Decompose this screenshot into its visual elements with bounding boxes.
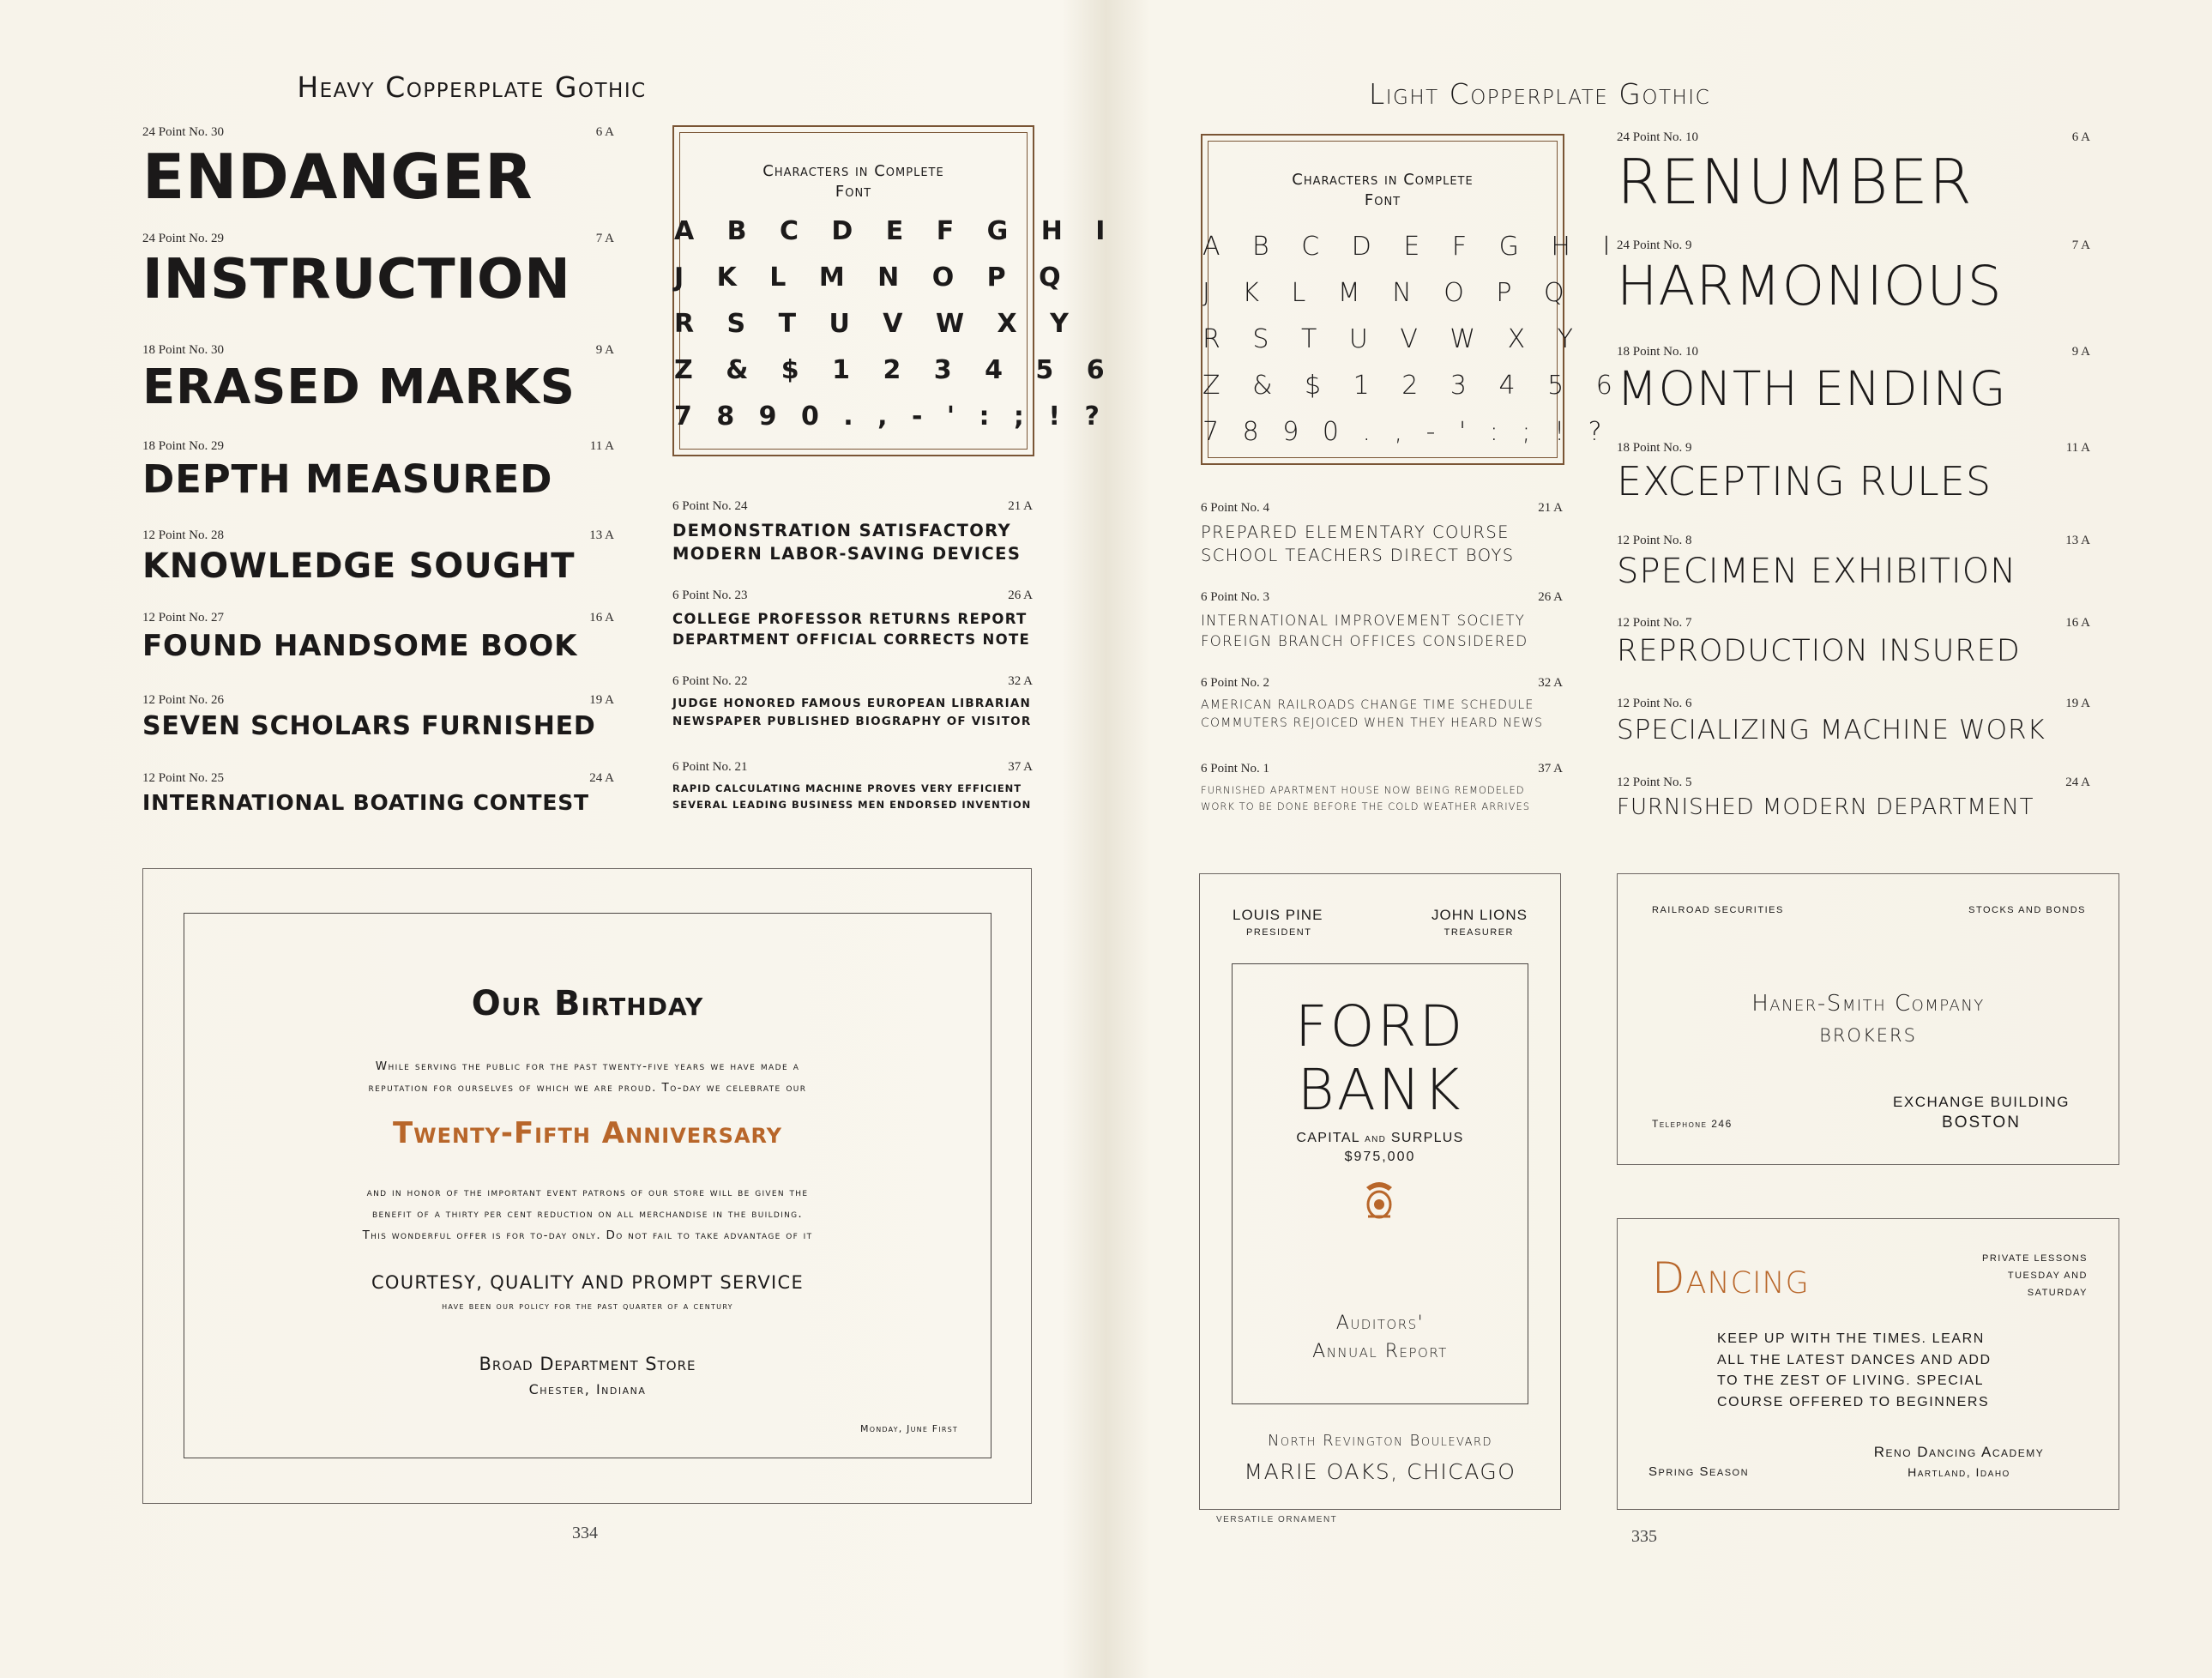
birthday-intro [184, 1056, 991, 1099]
small-specimen-entry [1201, 499, 1563, 567]
point-size-label: 6 Point No. 2 [1201, 676, 1270, 690]
right-page-title: Light Copperplate Gothic [1368, 77, 1711, 111]
president-name: LOUIS PINE [1233, 907, 1323, 923]
font-quantity-label: 9 A [595, 343, 614, 357]
specimen-meta [672, 587, 1033, 609]
font-quantity-label: 13 A [2065, 534, 2090, 547]
specimen-entry [1617, 439, 2090, 504]
bank-name-line: FORD [1294, 993, 1466, 1059]
specimen-meta [1617, 237, 2090, 259]
char-row: A B C D E F G H I [674, 216, 1118, 246]
specimen-entry [1617, 237, 2090, 317]
font-quantity-label: 16 A [2065, 616, 2090, 630]
capital-amount: $975,000 [1344, 1150, 1416, 1164]
point-size-label: 24 Point No. 29 [142, 232, 225, 245]
specimen-entry [1617, 614, 2090, 667]
char-row: J K L M N O P Q [1202, 278, 1576, 308]
ornament-footnote: VERSATILE ORNAMENT [1216, 1515, 1338, 1524]
bank-street: North Revington Boulevard [1267, 1432, 1493, 1450]
caption-line: Font [835, 183, 872, 202]
specimen-meta [142, 438, 614, 460]
small-specimen-entry [672, 673, 1033, 731]
body-line: benefit of a thirty per cent reduction on all merchandise in the building. [371, 1207, 804, 1221]
academy-location: Hartland, Idaho [1908, 1465, 2010, 1479]
specimen-meta [1617, 614, 2090, 637]
font-quantity-label: 7 A [595, 232, 614, 245]
point-size-label: 6 Point No. 22 [672, 674, 748, 688]
font-quantity-label: 11 A [589, 439, 614, 453]
anniversary-heading: Twenty-Fifth Anniversary [392, 1116, 783, 1150]
font-quantity-label: 16 A [589, 611, 614, 625]
small-specimen-entry [1201, 589, 1563, 651]
char-box-caption [674, 161, 1033, 203]
point-size-label: 6 Point No. 4 [1201, 501, 1270, 515]
small-specimen-line: COLLEGE PROFESSOR RETURNS REPORT [672, 611, 1028, 627]
char-row: 7 8 9 0 . , - ' : ; ! ? [1202, 417, 1610, 447]
lessons-line: TUESDAY AND [2007, 1271, 2088, 1281]
specimen-entry [142, 691, 614, 739]
point-size-label: 18 Point No. 10 [1617, 345, 1699, 359]
point-size-label: 18 Point No. 29 [142, 439, 225, 453]
font-quantity-label: 7 A [2071, 238, 2090, 252]
specimen-text: FOUND HANDSOME BOOK [142, 629, 578, 663]
font-quantity-label: 26 A [1008, 589, 1033, 602]
specimen-text: SEVEN SCHOLARS FURNISHED [142, 711, 596, 741]
specimen-meta [142, 691, 614, 714]
specimen-meta [142, 341, 614, 364]
font-quantity-label: 24 A [589, 771, 614, 785]
report-line: Auditors' [1335, 1313, 1425, 1334]
ornament-icon [1359, 1179, 1399, 1222]
caption-line: Font [1364, 191, 1401, 210]
point-size-label: 18 Point No. 9 [1617, 441, 1692, 455]
birthday-card [184, 913, 991, 1458]
specimen-entry [1617, 343, 2090, 416]
font-quantity-label: 37 A [1538, 762, 1563, 776]
intro-line: While serving the public for the past twenty-five years we have made a [375, 1059, 800, 1073]
specimen-entry [142, 124, 614, 213]
birthday-heading: Our Birthday [471, 984, 704, 1023]
specimen-text: ERASED MARKS [142, 359, 576, 415]
point-size-label: 6 Point No. 1 [1201, 762, 1270, 776]
specimen-entry [142, 770, 614, 813]
specimen-entry [1617, 695, 2090, 744]
font-quantity-label: 37 A [1008, 760, 1033, 774]
specimen-text: KNOWLEDGE SOUGHT [142, 546, 576, 586]
small-specimen-entry [672, 587, 1033, 649]
right-character-box [1201, 134, 1624, 465]
specimen-entry [1617, 774, 2090, 818]
specimen-meta [1201, 760, 1563, 782]
small-specimen-entry [672, 758, 1033, 812]
intro-line: reputation for ourselves of which we are proud. To-day we celebrate our [368, 1081, 807, 1095]
lessons-line: PRIVATE LESSONS [1982, 1253, 2088, 1264]
char-row: R S T U V W X Y [1202, 324, 1585, 354]
left-page-title: Heavy Copperplate Gothic [297, 70, 647, 104]
card-left-top: RAILROAD SECURITIES [1652, 905, 1784, 915]
specimen-text: INSTRUCTION [142, 248, 571, 311]
small-specimen-line: DEMONSTRATION SATISFACTORY [672, 521, 1012, 540]
specimen-text: INTERNATIONAL BOATING CONTEST [142, 790, 589, 815]
specimen-entry [142, 230, 614, 311]
small-specimen-line: DEPARTMENT OFFICIAL CORRECTS NOTE [672, 631, 1031, 648]
small-specimen-line: FURNISHED APARTMENT HOUSE NOW BEING REMODELED [1201, 784, 1525, 796]
capital-word: CAPITAL [1296, 1131, 1360, 1145]
specimen-text: SPECIALIZING MACHINE WORK [1617, 715, 2046, 745]
point-size-label: 18 Point No. 30 [142, 343, 225, 357]
point-size-label: 6 Point No. 3 [1201, 590, 1270, 604]
haner-smith-card [1617, 873, 2119, 1165]
specimen-text: HARMONIOUS [1617, 255, 2003, 317]
caption-line: Characters in Complete [1292, 171, 1474, 189]
small-specimen-line: SEVERAL LEADING BUSINESS MEN ENDORSED INVENTION [672, 798, 1032, 811]
point-size-label: 12 Point No. 25 [142, 771, 225, 785]
treasurer-name: JOHN LIONS [1431, 907, 1528, 923]
body-line: This wonderful offer is for to-day only. Do not fail to take advantage of it [362, 1228, 813, 1242]
ford-bank-inner-frame [1232, 963, 1528, 1404]
body-line: and in honor of the important event patrons of our store will be given the [366, 1186, 809, 1199]
page-number-right: 335 [1631, 1527, 1657, 1546]
spring-season: Spring Season [1648, 1464, 1750, 1479]
font-quantity-label: 21 A [1538, 501, 1563, 515]
char-row: J K L M N O P Q [674, 263, 1073, 293]
report-title [1233, 1309, 1528, 1366]
small-specimen-line: INTERNATIONAL IMPROVEMENT SOCIETY [1201, 613, 1526, 629]
char-row: Z & $ 1 2 3 4 5 6 [674, 355, 1117, 385]
specimen-meta [1617, 532, 2090, 554]
birthday-slogan: COURTESY, QUALITY AND PROMPT SERVICE [371, 1272, 805, 1293]
small-specimen-line: AMERICAN RAILROADS CHANGE TIME SCHEDULE [1201, 698, 1534, 712]
font-quantity-label: 13 A [589, 528, 614, 542]
specimen-text: EXCEPTING RULES [1617, 458, 1992, 504]
capital-and: AND [1365, 1135, 1387, 1144]
point-size-label: 12 Point No. 8 [1617, 534, 1692, 547]
specimen-entry [142, 609, 614, 661]
font-quantity-label: 6 A [595, 125, 614, 139]
bank-city: MARIE OAKS, CHICAGO [1244, 1459, 1516, 1484]
specimen-meta [1201, 589, 1563, 611]
company-name: Haner-Smith Company [1751, 991, 1985, 1017]
private-lessons [1982, 1250, 2088, 1301]
specimen-meta [142, 124, 614, 146]
point-size-label: 6 Point No. 23 [672, 589, 748, 602]
specimen-meta [1617, 343, 2090, 365]
specimen-meta [1201, 499, 1563, 522]
specimen-entry [142, 438, 614, 502]
specimen-text: SPECIMEN EXHIBITION [1617, 552, 2017, 591]
font-quantity-label: 11 A [2065, 441, 2090, 455]
char-row: Z & $ 1 2 3 4 5 6 [1202, 371, 1624, 401]
specimen-entry [1617, 129, 2090, 218]
specimen-text: RENUMBER [1617, 146, 1973, 218]
birthday-slogan-sub: have been our policy for the past quarter of a century [442, 1300, 733, 1312]
specimen-text: MONTH ENDING [1617, 361, 2007, 416]
font-quantity-label: 32 A [1008, 674, 1033, 688]
point-size-label: 12 Point No. 5 [1617, 776, 1692, 789]
birthday-body [184, 1182, 991, 1246]
bank-name [1233, 995, 1528, 1122]
small-specimen-line: JUDGE HONORED FAMOUS EUROPEAN LIBRARIAN [672, 697, 1032, 710]
specimen-meta [672, 498, 1033, 520]
specimen-meta [142, 770, 614, 792]
dancing-line: COURSE OFFERED TO BEGINNERS [1717, 1394, 1990, 1409]
specimen-meta [1617, 774, 2090, 796]
point-size-label: 12 Point No. 7 [1617, 616, 1692, 630]
card-right-top: STOCKS AND BONDS [1968, 905, 2086, 915]
small-specimen-line: MODERN LABOR-SAVING DEVICES [672, 543, 1022, 564]
academy-name: Reno Dancing Academy [1873, 1444, 2045, 1460]
dancing-line: ALL THE LATEST DANCES AND ADD [1717, 1352, 1992, 1367]
specimen-meta [142, 609, 614, 631]
dancing-line: TO THE ZEST OF LIVING. SPECIAL [1717, 1373, 1985, 1388]
small-specimen-entry [1201, 674, 1563, 733]
specimen-entry [1617, 532, 2090, 589]
specimen-meta [1617, 129, 2090, 151]
specimen-meta [672, 673, 1033, 695]
telephone: Telephone 246 [1652, 1118, 1733, 1130]
card-date: Monday, June First [860, 1423, 958, 1434]
font-quantity-label: 24 A [2065, 776, 2090, 789]
font-quantity-label: 9 A [2071, 345, 2090, 359]
specimen-entry [142, 527, 614, 586]
char-row: A B C D E F G H I [1202, 232, 1623, 262]
font-quantity-label: 26 A [1538, 590, 1563, 604]
dancing-heading: Dancing [1652, 1253, 1810, 1303]
specimen-text: REPRODUCTION INSURED [1617, 634, 2021, 668]
specimen-entry [142, 341, 614, 415]
page-number-left: 334 [572, 1524, 598, 1542]
font-quantity-label: 21 A [1008, 499, 1033, 513]
point-size-label: 12 Point No. 28 [142, 528, 225, 542]
specimen-text: FURNISHED MODERN DEPARTMENT [1617, 794, 2034, 820]
specimen-meta [1617, 695, 2090, 717]
point-size-label: 24 Point No. 9 [1617, 238, 1692, 252]
specimen-meta [142, 527, 614, 549]
point-size-label: 12 Point No. 6 [1617, 697, 1692, 710]
small-specimen-line: RAPID CALCULATING MACHINE PROVES VERY EFFICIENT [672, 782, 1022, 794]
point-size-label: 6 Point No. 24 [672, 499, 748, 513]
font-quantity-label: 6 A [2071, 130, 2090, 144]
point-size-label: 12 Point No. 26 [142, 693, 225, 707]
caption-line: Characters in Complete [762, 162, 944, 180]
capital-line [1233, 1131, 1528, 1146]
report-line: Annual Report [1312, 1341, 1448, 1362]
specimen-meta [1617, 439, 2090, 462]
point-size-label: 24 Point No. 10 [1617, 130, 1699, 144]
specimen-meta [672, 758, 1033, 781]
dancing-body [1717, 1329, 1992, 1413]
president-title: PRESIDENT [1246, 927, 1312, 938]
char-row: 7 8 9 0 . , - ' : ; ! ? [674, 401, 1107, 432]
font-quantity-label: 19 A [2065, 697, 2090, 710]
ford-bank-card [1199, 873, 1561, 1510]
exchange-building: EXCHANGE BUILDING [1893, 1094, 2070, 1110]
small-specimen-line: WORK TO BE DONE BEFORE THE COLD WEATHER ARRIVES [1201, 800, 1531, 812]
store-name: Broad Department Store [479, 1354, 696, 1374]
point-size-label: 12 Point No. 27 [142, 611, 225, 625]
store-location: Chester, Indiana [528, 1381, 647, 1397]
small-specimen-entry [1201, 760, 1563, 814]
small-specimen-line: NEWSPAPER PUBLISHED BIOGRAPHY OF VISITOR [672, 715, 1032, 728]
treasurer-title: TREASURER [1444, 927, 1514, 938]
small-specimen-line: COMMUTERS REJOICED WHEN THEY HEARD NEWS [1201, 716, 1544, 730]
font-quantity-label: 32 A [1538, 676, 1563, 690]
point-size-label: 24 Point No. 30 [142, 125, 225, 139]
specimen-meta [1201, 674, 1563, 697]
char-row: R S T U V W X Y [674, 309, 1081, 339]
point-size-label: 6 Point No. 21 [672, 760, 748, 774]
company-city: BOSTON [1942, 1114, 2021, 1132]
dancing-line: KEEP UP WITH THE TIMES. LEARN [1717, 1331, 1985, 1346]
small-specimen-line: PREPARED ELEMENTARY COURSE [1201, 522, 1510, 542]
font-quantity-label: 19 A [589, 693, 614, 707]
lessons-line: SATURDAY [2027, 1288, 2088, 1298]
specimen-meta [142, 230, 614, 252]
char-box-caption [1202, 170, 1563, 212]
specimen-text: DEPTH MEASURED [142, 456, 553, 502]
left-character-box [672, 125, 1118, 456]
small-specimen-line: SCHOOL TEACHERS DIRECT BOYS [1201, 545, 1515, 565]
bank-name-line: BANK [1297, 1057, 1463, 1123]
surplus-word: SURPLUS [1390, 1131, 1464, 1145]
small-specimen-entry [672, 498, 1033, 565]
small-specimen-line: FOREIGN BRANCH OFFICES CONSIDERED [1201, 632, 1528, 649]
company-role: BROKERS [1819, 1025, 1917, 1046]
dancing-card [1617, 1218, 2119, 1510]
specimen-text: ENDANGER [142, 141, 533, 213]
